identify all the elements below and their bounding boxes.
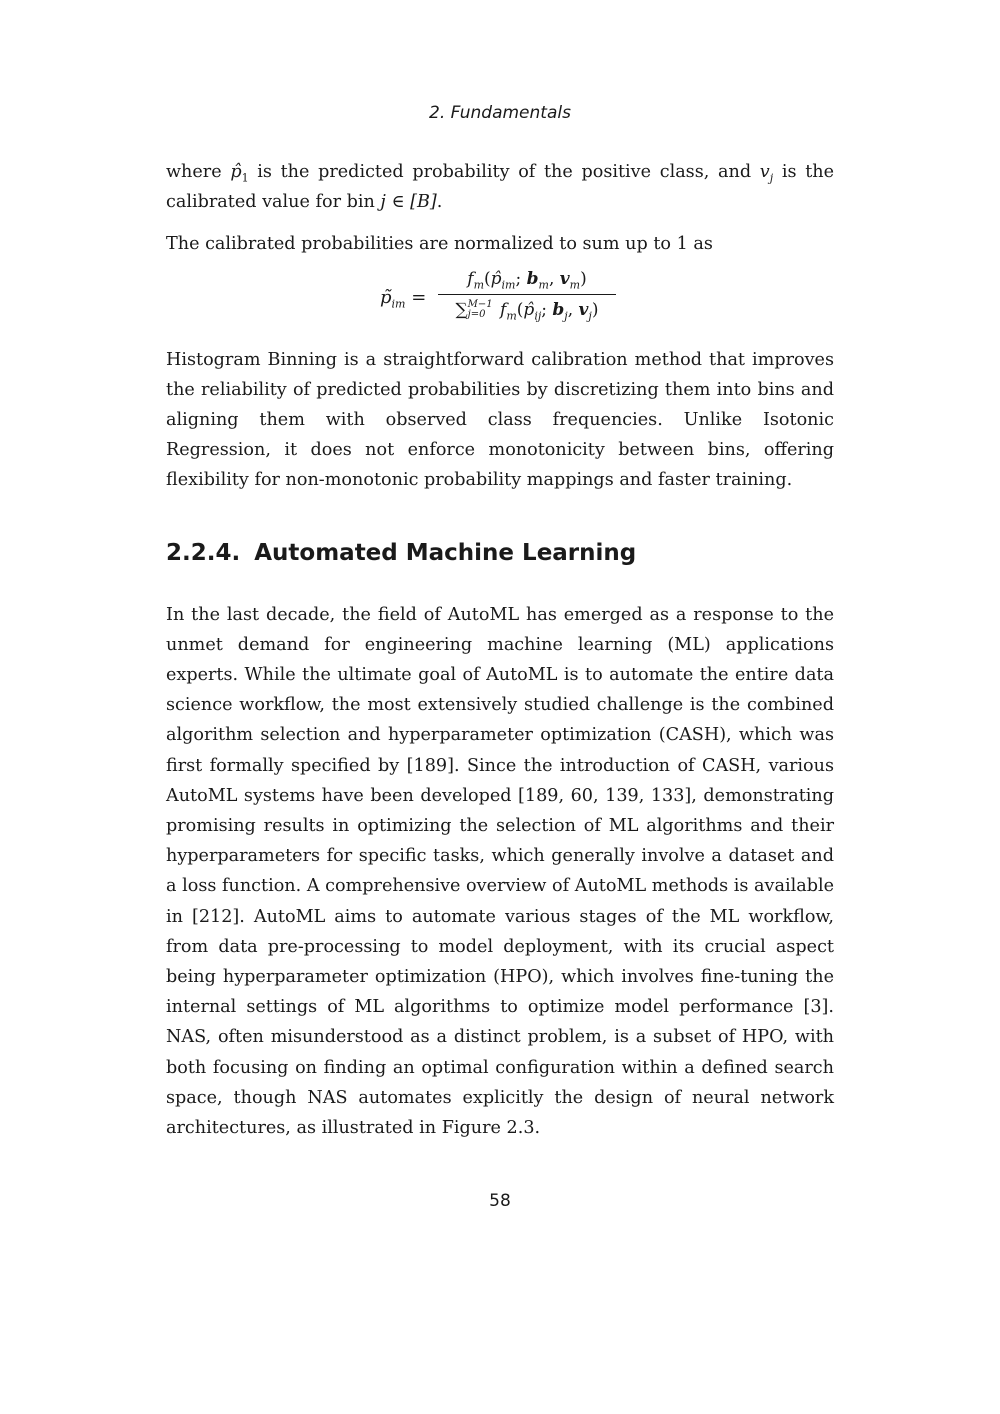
calibration-definition-paragraph xyxy=(166,157,834,217)
separator: ; xyxy=(541,299,553,320)
math-p-hat: p̂ xyxy=(523,299,535,320)
separator: ; xyxy=(515,268,527,289)
histogram-binning-paragraph: Histogram Binning is a straightforward calibration method that improves the reliability of predicted probabilities by discretizing them into bins and aligning them with observed class frequencies. Unlike Isotonic Regression, it does not enforce monotonicity between bins, offering flexibility for non-monotonic probability mappings and faster training. xyxy=(166,349,834,491)
math-b-vector: b xyxy=(552,299,565,320)
math-subscript: j xyxy=(588,309,592,322)
automl-paragraph: In the last decade, the field of AutoML has emerged as a response to the unmet demand for engineering machine learning (ML) applications experts. While the ultimate goal of AutoML is to automate the entire data science workflow, the most extensively studied challenge is the combined algorithm selection and hyperparameter optimization (CASH), which was first formally specified by [189]. Since the introduction of CASH, various AutoML systems have been developed [189, 60, 139, 133], demonstrating promising results in optimizing the selection of ML algorithms and their hyperparameters for specific tasks, which generally involve a dataset and a loss function. A comprehensive overview of AutoML methods is available in [212]. AutoML aims to automate various stages of the ML workflow, from data pre-processing to model deployment, with its crucial aspect being hyperparameter optimization (HPO), which involves fine-tuning the internal settings of ML algorithms to optimize model performance [3]. NAS, often misunderstood as a distinct problem, is a subset of HPO, with both focusing on finding an optimal configuration within a defined search space, though NAS automates explicitly the design of neural network architectures, as illustrated in Figure 2.3. xyxy=(166,604,834,1139)
sum-limits xyxy=(468,300,493,320)
math-v: v xyxy=(759,162,770,182)
equals-sign: = xyxy=(411,286,427,308)
paren: ) xyxy=(580,268,587,289)
math-subscript: j xyxy=(564,309,568,322)
paren: ( xyxy=(516,299,524,320)
math-p-hat: p̂ xyxy=(490,268,502,289)
math-subscript: ij xyxy=(534,309,542,322)
math-p-tilde: p̃ xyxy=(380,286,392,308)
math-subscript: m xyxy=(473,278,484,291)
math-p-hat: p̂ xyxy=(230,162,242,182)
text-run: where xyxy=(166,162,231,182)
section-heading xyxy=(166,538,834,568)
math-f: f xyxy=(467,268,474,289)
math-subscript: im xyxy=(501,278,516,291)
math-subscript: j xyxy=(769,171,774,185)
sum-symbol: ∑ xyxy=(455,299,468,320)
math-b-vector: b xyxy=(526,268,539,289)
math-f: f xyxy=(494,299,507,320)
sum-upper-limit: M−1 xyxy=(467,299,493,311)
text-run: is the calibrated value for bin xyxy=(166,162,835,213)
section-number: 2.2.4. xyxy=(166,539,241,566)
math-subscript: m xyxy=(569,278,581,291)
math-subscript: im xyxy=(391,297,406,311)
math-bin-set: j ∈ [B] xyxy=(380,192,437,213)
paren: ( xyxy=(484,268,491,289)
running-header: 2. Fundamentals xyxy=(429,103,571,123)
page-body xyxy=(166,157,834,1143)
equation-fraction xyxy=(438,266,616,323)
math-v-vector: v xyxy=(578,299,589,320)
math-subscript: 1 xyxy=(241,171,249,185)
text-run: . xyxy=(436,192,443,213)
math-subscript: m xyxy=(538,278,549,291)
math-v-vector: v xyxy=(559,268,570,289)
paren: ) xyxy=(591,299,599,320)
math-subscript: m xyxy=(506,309,517,322)
separator: , xyxy=(548,268,560,289)
normalization-paragraph: The calibrated probabilities are normalized to sum up to 1 as xyxy=(166,234,713,255)
equation-numerator xyxy=(438,266,616,295)
normalization-equation xyxy=(166,266,834,335)
sum-lower-limit: j=0 xyxy=(467,309,486,321)
section-title: Automated Machine Learning xyxy=(254,539,637,566)
page-number: 58 xyxy=(489,1191,511,1211)
equation-lhs xyxy=(380,286,426,310)
text-run: is the predicted probability of the positive class, and xyxy=(248,162,760,182)
separator: , xyxy=(567,299,579,320)
equation-denominator xyxy=(438,295,616,323)
